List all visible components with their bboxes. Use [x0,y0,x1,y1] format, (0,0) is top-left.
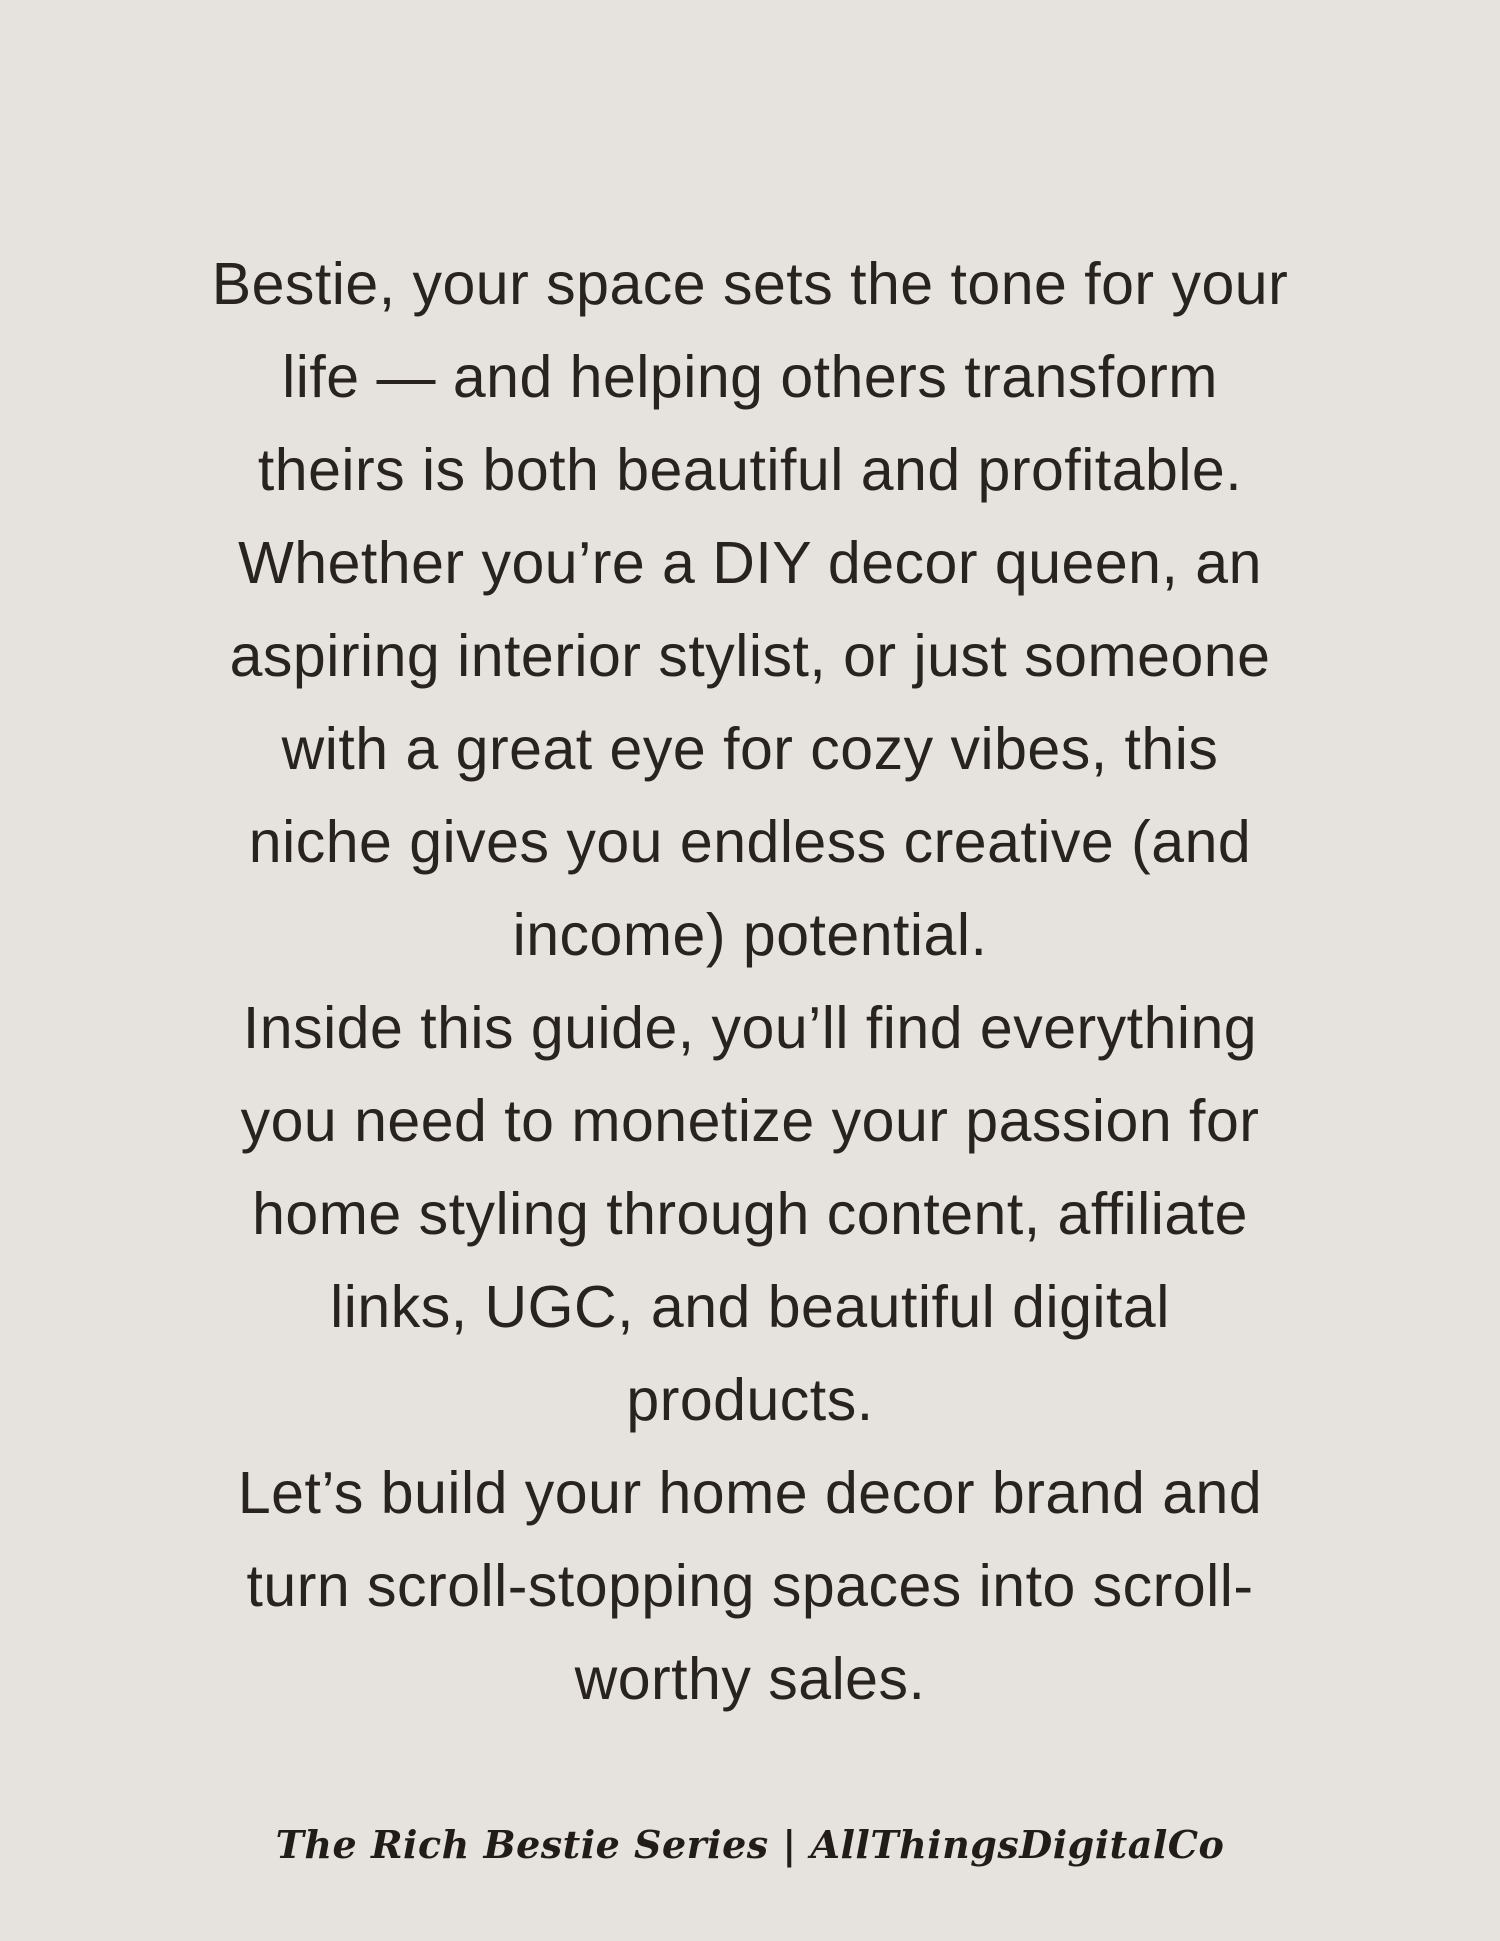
body-line: Let’s build your home decor brand and [237,1460,1263,1526]
body-line: with a great eye for cozy vibes, this [281,716,1219,782]
body-line: niche gives you endless creative (and [248,809,1252,875]
body-line: income) potential. [512,902,988,968]
body-line: Bestie, your space sets the tone for your [211,251,1289,317]
body-line: products. [626,1367,874,1433]
body-line: aspiring interior stylist, or just someone [229,623,1271,689]
footer-credit: The Rich Bestie Series | AllThingsDigitalCo [275,1822,1225,1867]
body-line: home styling through content, affiliate [252,1181,1248,1247]
body-line: Whether you’re a DIY decor queen, an [238,530,1262,596]
body-line: theirs is both beautiful and profitable. [257,437,1243,503]
intro-text-block [85,238,1415,1726]
body-line: links, UGC, and beautiful digital [330,1274,1170,1340]
body-line: turn scroll-stopping spaces into scroll- [246,1553,1254,1619]
footer [0,1822,1500,1867]
body-line: worthy sales. [574,1646,926,1712]
body-line: Inside this guide, you’ll find everything [242,995,1258,1061]
body-line: life — and helping others transform [282,344,1218,410]
body-line: you need to monetize your passion for [240,1088,1260,1154]
